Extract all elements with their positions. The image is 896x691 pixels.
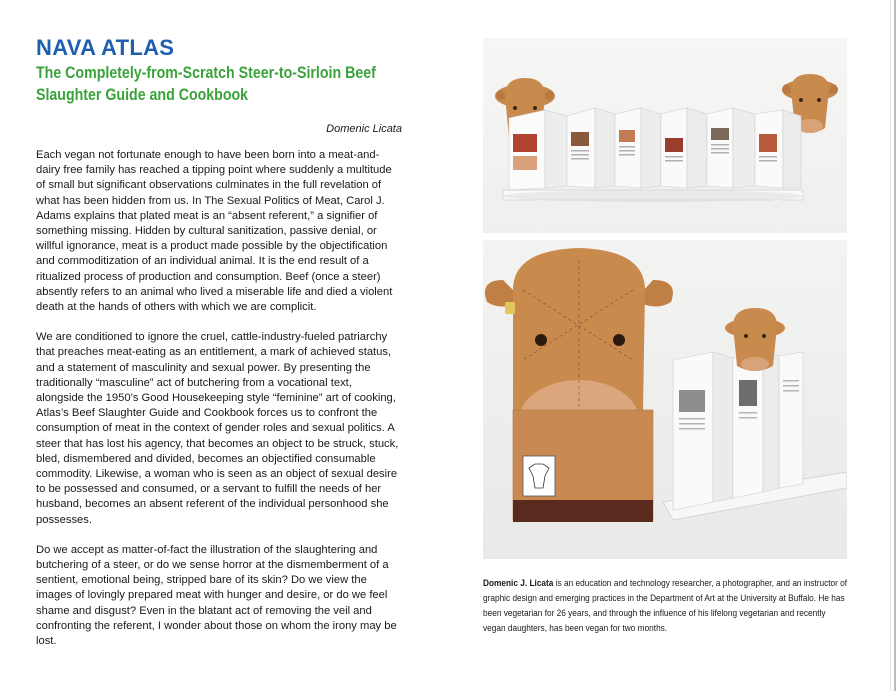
artwork-title-line1: The Completely-from-Scratch Steer-to-Sirloin Beef — [36, 64, 376, 82]
page-edge-inner — [890, 0, 891, 691]
article-header — [36, 36, 402, 136]
article-body — [36, 148, 402, 664]
artwork-title — [36, 62, 397, 106]
bio-name: Domenic J. Licata — [483, 578, 554, 588]
paragraph-3: Do we accept as matter-of-fact the illustration of the slaughtering and butchering of a steer, or do we sense horror at the dismemberment of a sentient, emotional being, stripped bare of its skin? Do we view the images of lovingly prepared meat with hunger and desire, or do we feel shame and disgust? Even in the blatant act of removing the veil and confronting the referent, I wonder about those on whom the irony may be lost. — [36, 543, 397, 648]
artwork-photo-wide — [483, 38, 847, 233]
paragraph-2: We are conditioned to ignore the cruel, cattle-industry-fueled patriarchy that preaches meat-eating as an entitlement, a mark of achieved status, and a statement of masculinity and sexual power. By presenting the traditionally “masculine” act of butchering from a vocational text, alongside the 1950’s Good Housekeeping style “feminine” art of cooking, Atlas’s Beef Slaughter Guide and Cookbook forces us to confront the consumption of meat in the context of gender roles and sexual politics. A steer that has lost his agency, that becomes an object to be struck, stuck, bled, dismembered and divided, becomes an objectified consumable commodity. Likewise, a woman who is seen as an object of sexual desire to be possessed and consumed, or a servant to fulfill the needs of her husband, becomes an absent referent of the individual personhood she possesses. — [36, 331, 399, 526]
bio-text: is an education and technology researcher, a photographer, and an instructor of graphic design and emerging practices in the Department of Art at the University at Buffalo. He has been vegetarian for 26 years, and through the influence of his lifelong vegetarian and recently vegan daughters, has been vegan for two months. — [483, 578, 848, 633]
byline: Domenic Licata — [326, 123, 402, 135]
artwork-photo-closeup — [483, 240, 847, 559]
artist-name: NAVA ATLAS — [36, 35, 175, 60]
artwork-title-line2: Slaughter Guide and Cookbook — [36, 86, 249, 104]
artwork-photo-closeup-image — [483, 240, 847, 559]
artwork-photo-wide-image — [483, 38, 847, 233]
paragraph-1: Each vegan not fortunate enough to have been born into a meat-and-dairy free family has reached a tipping point where suddenly a multitude of small but significant observations culminates in the full revelation of what has been hidden from us. In The Sexual Politics of Meat, Carol J. Adams explains that plated meat is an “absent referent,” a signifier of something missing. Hidden by cultural sanitization, passive denial, or willful ignorance, meat is a product made possible by the objectification and commoditization of an individual animal. It is the end result of a ritualized process of production and consumption. Beef (once a steer) absently refers to an animal who lived a miserable life and died a violent death at the hands of others with which we are complicit. — [36, 149, 393, 314]
artist-bio — [483, 576, 849, 636]
